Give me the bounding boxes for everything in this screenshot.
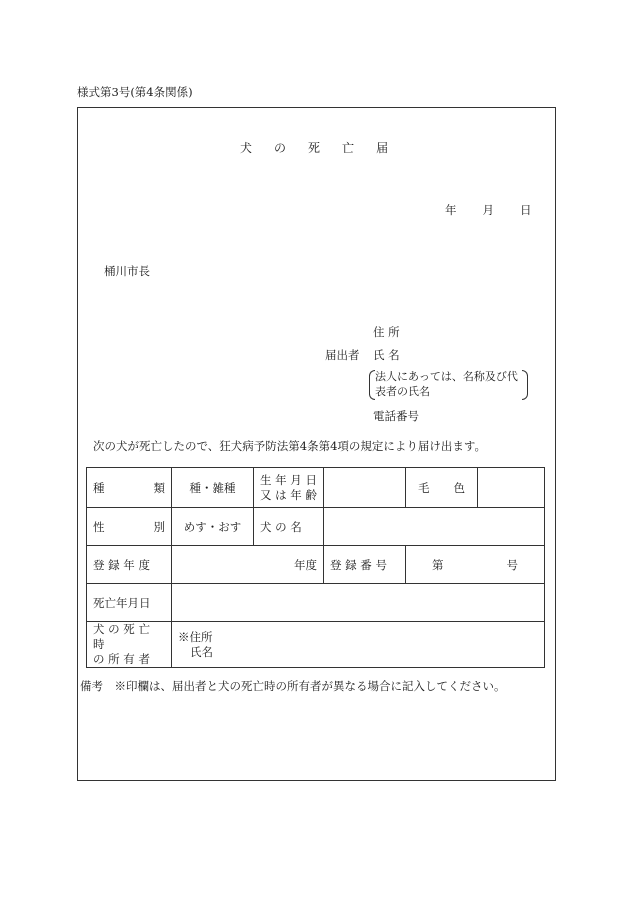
left-bracket [369, 370, 375, 400]
breed-label-cell: 種 類 [87, 468, 172, 508]
color-value-cell[interactable] [478, 468, 545, 508]
document-title [240, 139, 388, 156]
remarks-note: 備考 ※印欄は、届出者と犬の死亡時の所有者が異なる場合に記入してください。 [80, 679, 506, 693]
birth-label-cell: 生 年 月 日 又 は 年 齢 [254, 468, 324, 508]
year-label: 年 [445, 203, 457, 217]
reg-year-value-cell[interactable]: 年度 [172, 546, 324, 584]
death-date-label-cell: 死亡年月日 [87, 584, 172, 622]
owner-value-cell[interactable] [172, 622, 545, 668]
color-label-cell: 毛 色 [406, 468, 478, 508]
reg-year-label-cell: 登 録 年 度 [87, 546, 172, 584]
owner-name-label: 氏名 [190, 644, 213, 659]
corp-note-line: 法人にあっては、名称及び代 [375, 370, 518, 383]
month-label: 月 [482, 203, 494, 217]
title-char: 死 [308, 141, 321, 155]
title-char: 犬 [240, 141, 253, 155]
table-row [87, 468, 545, 508]
sex-value-cell[interactable]: めす・おす [172, 508, 254, 546]
phone-label: 電話番号 [373, 409, 419, 423]
death-date-value-cell[interactable] [172, 584, 545, 622]
form-reference-number: 様式第3号(第4条関係) [77, 85, 193, 99]
breed-value-cell[interactable]: 種・雑種 [172, 468, 254, 508]
title-char: 届 [376, 141, 389, 155]
notifier-address-label: 住 所 [373, 325, 400, 339]
day-label: 日 [520, 203, 532, 217]
date-line [445, 202, 532, 218]
statement-text: 次の犬が死亡したので、狂犬病予防法第4条第4項の規定により届け出ます。 [93, 439, 486, 453]
reg-no-value-cell[interactable]: 第 号 [406, 546, 545, 584]
corp-note-line: 表者の氏名 [375, 385, 430, 398]
birth-value-cell[interactable] [324, 468, 406, 508]
reg-no-label-cell: 登 録 番 号 [324, 546, 406, 584]
addressee: 桶川市長 [104, 264, 150, 278]
corporation-note [369, 369, 524, 399]
right-bracket [522, 370, 528, 400]
notifier-name-label: 氏 名 [373, 348, 400, 362]
title-char: 亡 [342, 141, 355, 155]
notifier-label: 届出者 [325, 348, 360, 362]
title-char: の [274, 141, 287, 155]
table-row [87, 508, 545, 546]
owner-label-cell: 犬 の 死 亡 時 の 所 有 者 [87, 622, 172, 668]
sex-label-cell: 性 別 [87, 508, 172, 546]
dog-info-table [86, 467, 545, 668]
dog-name-label-cell: 犬 の 名 [254, 508, 324, 546]
table-row [87, 622, 545, 668]
dog-name-value-cell[interactable] [324, 508, 545, 546]
owner-address-label: ※住所 [178, 629, 213, 644]
table-row [87, 584, 545, 622]
table-row [87, 546, 545, 584]
